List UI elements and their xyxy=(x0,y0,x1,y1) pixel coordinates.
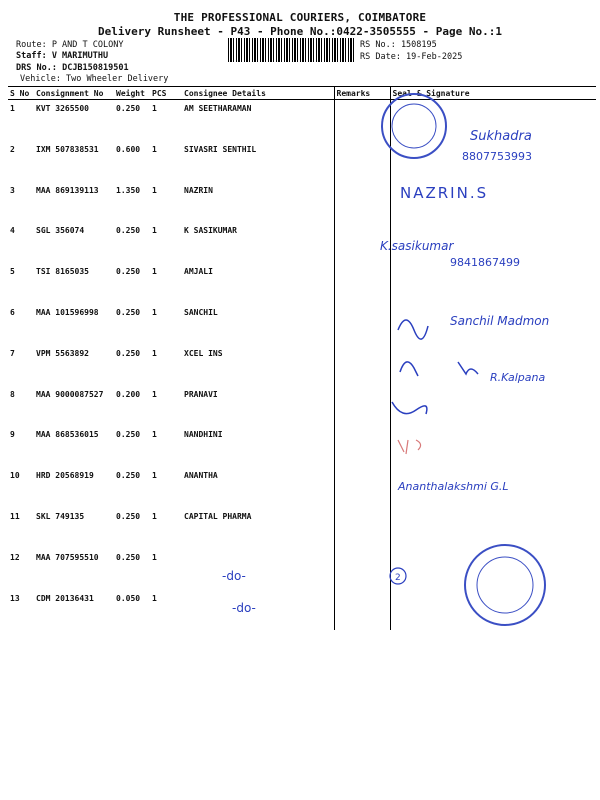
cell-weight: 0.200 xyxy=(116,389,141,399)
cell-sno: 13 xyxy=(10,593,20,603)
table-row xyxy=(8,304,596,345)
signature-row4: K.sasikumar xyxy=(380,239,454,253)
cell-weight: 0.250 xyxy=(116,307,141,317)
cell-consignment: MAA 707595510 xyxy=(36,552,99,562)
cell-signature xyxy=(390,141,596,182)
cell-signature xyxy=(390,263,596,304)
barcode-image xyxy=(228,38,355,62)
cell-weight: 0.250 xyxy=(116,511,141,521)
cell-sno: 8 xyxy=(10,389,15,399)
table-row xyxy=(8,549,596,590)
runsheet-table xyxy=(8,86,596,630)
cell-weight: 0.250 xyxy=(116,471,141,481)
cell-remarks xyxy=(334,590,390,631)
cell-consignee: AM SEETHARAMAN xyxy=(184,104,252,113)
cell-remarks xyxy=(334,549,390,590)
cell-signature xyxy=(390,508,596,549)
cell-pcs: 1 xyxy=(152,430,157,440)
cell-remarks xyxy=(334,386,390,427)
cell-consignment: HRD 20568919 xyxy=(36,471,94,481)
company-title: THE PROFESSIONAL COURIERS, COIMBATORE xyxy=(173,11,427,24)
cell-consignment: MAA 9000087527 xyxy=(36,389,104,399)
cell-weight: 0.600 xyxy=(116,144,141,154)
cell-consignee: SIVASRI SENTHIL xyxy=(184,144,257,154)
stamp-circle-number: 2 xyxy=(395,573,401,583)
cell-consignee xyxy=(182,549,334,590)
staff-label: Staff: V MARIMUTHU xyxy=(16,51,109,61)
signature-row1: Sukhadra xyxy=(470,129,532,144)
col-consignee: Consignee Details xyxy=(182,87,334,100)
table-row xyxy=(8,263,596,304)
cell-pcs: 1 xyxy=(152,267,157,277)
runsheet-subtitle: Delivery Runsheet - P43 - Phone No.:0422-3505555 - Page No.:1 xyxy=(98,25,502,38)
cell-sno: 6 xyxy=(10,307,15,317)
signature-row3: NAZRIN.S xyxy=(400,184,489,202)
table-row xyxy=(8,386,596,427)
signature-row7: R.Kalpana xyxy=(490,371,546,384)
cell-consignment: VPM 5563892 xyxy=(36,348,89,358)
col-remarks: Remarks xyxy=(334,87,390,100)
cell-remarks xyxy=(334,182,390,223)
cell-remarks xyxy=(334,141,390,182)
cell-remarks xyxy=(334,345,390,386)
col-consignment: Consignment No xyxy=(34,87,114,100)
cell-weight: 0.250 xyxy=(116,430,141,440)
rs-number: RS No.: 1508195 xyxy=(360,40,437,50)
rs-date: RS Date: 19-Feb-2025 xyxy=(360,52,463,62)
cell-pcs: 1 xyxy=(152,348,157,358)
table-row xyxy=(8,467,596,508)
table-row xyxy=(8,100,596,141)
cell-remarks xyxy=(334,508,390,549)
cell-consignment: SGL 356074 xyxy=(36,226,85,236)
cell-sno: 9 xyxy=(10,430,15,440)
cell-weight: 0.250 xyxy=(116,552,141,562)
cell-signature xyxy=(390,345,596,386)
cell-signature xyxy=(390,222,596,263)
cell-signature xyxy=(390,549,596,590)
table-header-row xyxy=(8,87,596,100)
table-row xyxy=(8,141,596,182)
cell-consignee: SANCHIL xyxy=(184,307,218,317)
cell-weight: 0.050 xyxy=(116,593,141,603)
cell-consignee: PRANAVI xyxy=(184,389,218,399)
cell-sno: 7 xyxy=(10,348,15,358)
cell-sno: 12 xyxy=(10,552,20,562)
ditto-row12: -do- xyxy=(222,569,246,583)
signature-row4-phone: 9841867499 xyxy=(450,256,520,269)
cell-consignment: MAA 101596998 xyxy=(36,307,99,317)
table-row xyxy=(8,345,596,386)
cell-consignee: AMJALI xyxy=(184,267,213,277)
cell-consignment: SKL 749135 xyxy=(36,511,85,521)
cell-sno: 1 xyxy=(10,104,15,113)
table-row xyxy=(8,508,596,549)
cell-pcs: 1 xyxy=(152,226,157,236)
cell-weight: 0.250 xyxy=(116,104,141,113)
cell-signature xyxy=(390,386,596,427)
cell-consignee: XCEL INS xyxy=(184,348,223,358)
cell-consignee: NANDHINI xyxy=(184,430,223,440)
table-row xyxy=(8,182,596,223)
cell-pcs: 1 xyxy=(152,104,157,113)
vehicle-label: Vehicle: Two Wheeler Delivery xyxy=(20,74,169,84)
col-pcs: PCS xyxy=(150,87,182,100)
cell-pcs: 1 xyxy=(152,307,157,317)
col-sno: S No xyxy=(8,87,34,100)
cell-weight: 0.250 xyxy=(116,348,141,358)
cell-sno: 4 xyxy=(10,226,15,236)
table-row xyxy=(8,222,596,263)
col-weight: Weight xyxy=(114,87,150,100)
cell-sno: 3 xyxy=(10,185,15,195)
drs-value: DCJB150819501 xyxy=(62,63,129,73)
route-label: Route: P AND T COLONY xyxy=(16,40,124,50)
cell-signature xyxy=(390,590,596,631)
cell-pcs: 1 xyxy=(152,389,157,399)
cell-pcs: 1 xyxy=(152,471,157,481)
cell-weight: 1.350 xyxy=(116,185,141,195)
cell-consignment: CDM 20136431 xyxy=(36,593,94,603)
cell-sno: 11 xyxy=(10,511,20,521)
cell-sno: 5 xyxy=(10,267,15,277)
cell-remarks xyxy=(334,100,390,141)
cell-weight: 0.250 xyxy=(116,226,141,236)
cell-consignment: TSI 8165035 xyxy=(36,267,89,277)
cell-consignment: MAA 868536015 xyxy=(36,430,99,440)
cell-remarks xyxy=(334,222,390,263)
cell-remarks xyxy=(334,426,390,467)
cell-pcs: 1 xyxy=(152,593,157,603)
signature-row1-phone: 8807753993 xyxy=(462,150,532,163)
cell-consignee: K SASIKUMAR xyxy=(184,226,237,236)
cell-consignee xyxy=(182,590,334,631)
cell-remarks xyxy=(334,467,390,508)
drs-label: DRS No.: xyxy=(16,63,57,73)
cell-pcs: 1 xyxy=(152,144,157,154)
signature-row10: Ananthalakshmi G.L xyxy=(398,480,509,493)
cell-consignment: MAA 869139113 xyxy=(36,185,99,195)
cell-consignee: CAPITAL PHARMA xyxy=(184,511,252,521)
table-row xyxy=(8,590,596,631)
cell-consignee: NAZRIN xyxy=(184,185,213,195)
col-signature: Seal & Signature xyxy=(390,87,596,100)
cell-pcs: 1 xyxy=(152,552,157,562)
cell-signature xyxy=(390,100,596,141)
cell-signature xyxy=(390,426,596,467)
cell-consignment: IXM 507838531 xyxy=(36,144,99,154)
cell-pcs: 1 xyxy=(152,185,157,195)
cell-signature xyxy=(390,182,596,223)
cell-consignment: KVT 3265500 xyxy=(36,104,89,113)
drs-number xyxy=(16,63,129,73)
ditto-row13: -do- xyxy=(232,601,256,615)
cell-remarks xyxy=(334,263,390,304)
signature-row6: Sanchil Madmon xyxy=(450,314,550,328)
cell-signature xyxy=(390,467,596,508)
cell-pcs: 1 xyxy=(152,511,157,521)
cell-sno: 2 xyxy=(10,144,15,154)
table-row xyxy=(8,426,596,467)
cell-sno: 10 xyxy=(10,471,20,481)
cell-weight: 0.250 xyxy=(116,267,141,277)
cell-remarks xyxy=(334,304,390,345)
cell-signature xyxy=(390,304,596,345)
cell-consignee: ANANTHA xyxy=(184,471,218,481)
